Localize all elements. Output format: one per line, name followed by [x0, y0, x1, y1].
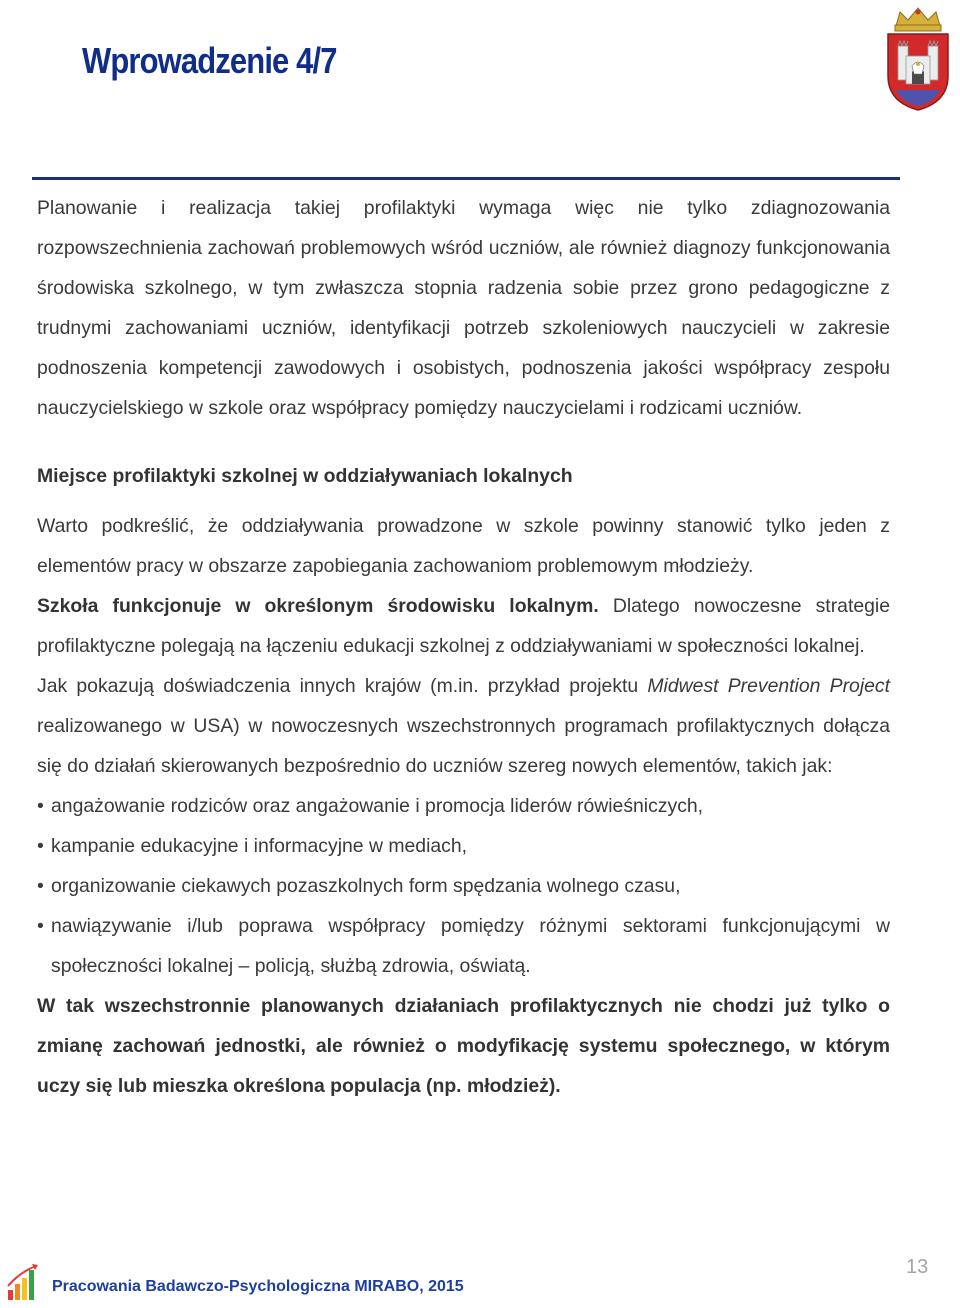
krakow-coat-of-arms-icon — [882, 4, 954, 112]
conclusion-paragraph: W tak wszechstronnie planowanych działaniach profilaktycznych nie chodzi już tylko o zmianę zachowań jednostki, ale również o modyfikację systemu społecznego, w którym uczy się lub mieszka określona populacja (np. młodzież). — [37, 995, 890, 1097]
bullet-icon: • — [37, 875, 44, 897]
bullet-icon: • — [37, 835, 44, 857]
bullet-icon: • — [37, 915, 44, 937]
list-item — [37, 826, 890, 866]
list-item — [37, 786, 890, 826]
project-name: Midwest Prevention Project — [647, 675, 890, 697]
main-content — [37, 188, 890, 1106]
section-heading: Miejsce profilaktyki szkolnej w oddziaływaniach lokalnych — [37, 465, 573, 487]
bar-chart-logo-icon — [6, 1262, 40, 1302]
list-item-text: kampanie edukacyjne i informacyjne w mediach, — [51, 835, 468, 857]
list-item-text: nawiązywanie i/lub poprawa współpracy pomiędzy różnymi sektorami funkcjonującymi w społeczności lokalnej – policją, służbą zdrowia, oświatą. — [51, 915, 890, 977]
paragraph-text: realizowanego w USA) w nowoczesnych wszechstronnych programach profilaktycznych dołącza się do działań skierowanych bezpośrednio do uczniów szereg nowych elementów, takich jak: — [37, 715, 890, 777]
page-number: 13 — [906, 1256, 929, 1278]
paragraph-text: Jak pokazują doświadczenia innych krajów (m.in. przykład projektu — [37, 675, 648, 697]
section-paragraph-2 — [37, 586, 890, 666]
page-title: Wprowadzenie 4/7 — [82, 40, 337, 81]
bullet-list — [37, 786, 890, 986]
paragraph-text: Dlatego nowoczesne strategie profilaktyczne polegają na łączeniu edukacji szkolnej z oddziaływaniami w społeczności lokalnej. — [37, 595, 890, 657]
intro-paragraph: Planowanie i realizacja takiej profilaktyki wymaga więc nie tylko zdiagnozowania rozpowszechnienia zachowań problemowych wśród uczniów, ale również diagnozy funkcjonowania środowiska szkolnego, w tym zwłaszcza stopnia radzenia sobie przez grono pedagogiczne z trudnymi zachowaniami uczniów, identyfikacji potrzeb szkoleniowych nauczycieli w zakresie podnoszenia kompetencji zawodowych i osobistych, podnoszenia jakości współpracy zespołu nauczycielskiego w szkole oraz współpracy pomiędzy nauczycielami i rodzicami uczniów. — [37, 197, 890, 419]
bullet-icon: • — [37, 795, 44, 817]
emphasis-text: Szkoła funkcjonuje w określonym środowisku lokalnym. — [37, 595, 599, 617]
list-item — [37, 866, 890, 906]
footer-organization: Pracowania Badawczo-Psychologiczna MIRABO, 2015 — [52, 1278, 464, 1295]
title-divider — [32, 177, 900, 180]
section-paragraph-1: Warto podkreślić, że oddziaływania prowadzone w szkole powinny stanowić tylko jeden z elementów pracy w obszarze zapobiegania zachowaniom problemowym młodzieży. — [37, 515, 890, 577]
list-item-text: angażowanie rodziców oraz angażowanie i promocja liderów rówieśniczych, — [51, 795, 704, 817]
list-item — [37, 906, 890, 986]
section-paragraph-3 — [37, 666, 890, 786]
list-item-text: organizowanie ciekawych pozaszkolnych form spędzania wolnego czasu, — [51, 875, 681, 897]
